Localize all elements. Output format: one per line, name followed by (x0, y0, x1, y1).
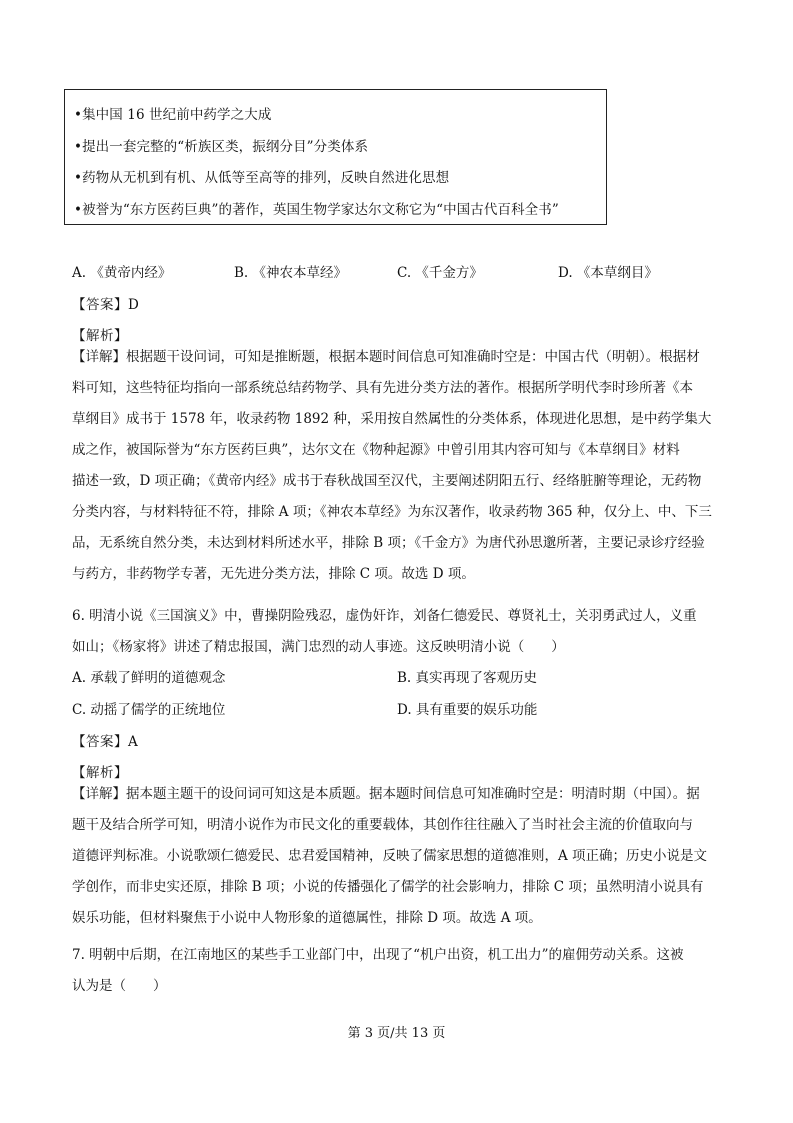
material-box (64, 89, 607, 225)
q7-stem (72, 940, 722, 1002)
q5-option-c: C. 《千金方》 (397, 265, 483, 281)
q6-option-d: D. 具有重要的娱乐功能 (397, 702, 538, 718)
q6-option-b: B. 真实再现了客观历史 (397, 670, 538, 686)
q7-stem-line: 7. 明朝中后期，在江南地区的某些手工业部门中，出现了“机户出资，机工出力”的雇佣劳动关系。这被 (72, 947, 684, 963)
q5-answer: 【答案】D (72, 297, 140, 313)
q5-explanation (72, 342, 722, 590)
q5-explanation-line: 描述一致，D 项正确；《黄帝内经》成书于春秋战国至汉代，主要阐述阴阳五行、经络脏腑等理论，无药物 (72, 473, 702, 489)
q6-explanation (72, 779, 722, 934)
q6-answer: 【答案】A (72, 734, 139, 750)
q6-stem-line: 6. 明清小说《三国演义》中，曹操阴险残忍，虚伪奸诈，刘备仁德爱民、尊贤礼士，关羽勇武过人，义重 (72, 608, 697, 624)
q6-explanation-line: 【详解】据本题主题干的设问词可知这是本质题。据本题时间信息可知准确时空是：明清时期（中国）。据 (72, 786, 700, 802)
q6-option-a: A. 承载了鲜明的道德观念 (72, 670, 226, 686)
q5-analysis-label: 【解析】 (72, 328, 128, 344)
material-line: •集中国 16 世纪前中药学之大成 (74, 107, 272, 123)
q5-option-b: B. 《神农本草经》 (234, 265, 348, 281)
q5-explanation-line: 分类内容，与材料特征不符，排除 A 项；《神农本草经》为东汉著作，收录药物 365 种，仅分上、中、下三 (72, 504, 712, 520)
q6-explanation-line: 道德评判标准。小说歌颂仁德爱民、忠君爱国精神，反映了儒家思想的道德准则，A 项正确；历史小说是文 (72, 848, 708, 864)
q5-explanation-line: 【详解】根据题干设问词，可知是推断题，根据本题时间信息可知准确时空是：中国古代（明朝）。根据材 (72, 349, 700, 365)
q6-explanation-line: 学创作，而非史实还原，排除 B 项；小说的传播强化了儒学的社会影响力，排除 C 项；虽然明清小说具有 (72, 879, 704, 895)
q5-explanation-line: 料可知，这些特征均指向一部系统总结药物学、具有先进分类方法的著作。根据所学明代李时珍所著《本 (72, 380, 693, 396)
material-line: •提出一套完整的“析族区类，振纲分目”分类体系 (74, 138, 369, 155)
material-line: •药物从无机到有机、从低等至高等的排列，反映自然进化思想 (74, 170, 450, 186)
q5-explanation-line: 草纲目》成书于 1578 年，收录药物 1892 种，采用按自然属性的分类体系，体现进化思想，是中药学集大 (72, 411, 712, 427)
q6-stem (72, 601, 722, 663)
q6-option-c: C. 动摇了儒学的正统地位 (72, 702, 226, 718)
q6-explanation-line: 题干及结合所学可知，明清小说作为市民文化的重要载体，其创作往往融入了当时社会主流的价值取向与 (72, 817, 693, 833)
q6-analysis-label: 【解析】 (72, 765, 128, 781)
q5-explanation-line: 品，无系统自然分类，未达到材料所述水平，排除 B 项；《千金方》为唐代孙思邈所著，主要记录诊疗经验 (72, 535, 705, 551)
q6-explanation-line: 娱乐功能，但材料聚焦于小说中人物形象的道德属性，排除 D 项。故选 A 项。 (72, 910, 542, 926)
q5-option-a: A. 《黄帝内经》 (72, 265, 172, 281)
q7-stem-line: 认为是（ ） (72, 978, 167, 994)
q5-option-d: D. 《本草纲目》 (558, 265, 658, 281)
q6-stem-line: 如山；《杨家将》讲述了精忠报国，满门忠烈的动人事迹。这反映明清小说（ ） (72, 639, 565, 655)
page-number: 第 3 页/共 13 页 (347, 1026, 446, 1041)
q5-explanation-line: 成之作，被国际誉为“东方医药巨典”，达尔文在《物种起源》中曾引用其内容可知与《本草纲目》材料 (72, 442, 680, 458)
material-line: •被誉为“东方医药巨典”的著作，英国生物学家达尔文称它为“中国古代百科全书” (74, 201, 559, 218)
q5-explanation-line: 与药方，非药物学专著，无先进分类方法，排除 C 项。故选 D 项。 (72, 566, 475, 582)
